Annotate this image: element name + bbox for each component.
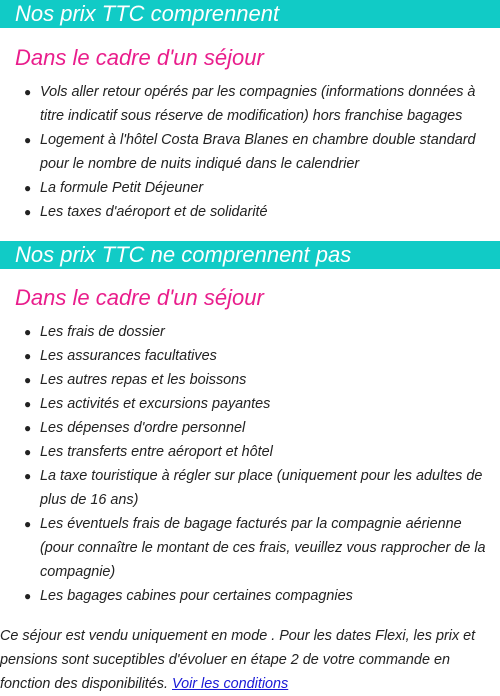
included-subtitle: Dans le cadre d'un séjour <box>15 45 264 70</box>
list-item <box>24 128 500 176</box>
bullet-icon: ● <box>24 421 32 435</box>
bullet-icon: ● <box>24 85 32 99</box>
footnote <box>0 624 500 696</box>
list-item <box>24 392 500 416</box>
list-item-text: Les assurances facultatives <box>40 348 217 364</box>
list-item <box>24 80 500 128</box>
list-item-text: Logement à l'hôtel Costa Brava Blanes en chambre double standard pour le nombre de nuits indiqué dans le calendrier <box>40 132 476 172</box>
list-item-text: Les autres repas et les boissons <box>40 372 247 388</box>
list-item <box>24 584 500 608</box>
list-item-text: Les bagages cabines pour certaines compagnies <box>40 588 353 604</box>
list-item-text: La formule Petit Déjeuner <box>40 180 204 196</box>
list-item <box>24 200 500 224</box>
list-item <box>24 416 500 440</box>
bullet-icon: ● <box>24 517 32 531</box>
included-list <box>0 80 500 224</box>
list-item <box>24 344 500 368</box>
list-item-text: Les taxes d'aéroport et de solidarité <box>40 204 268 220</box>
bullet-icon: ● <box>24 589 32 603</box>
bullet-icon: ● <box>24 325 32 339</box>
list-item <box>24 320 500 344</box>
bullet-icon: ● <box>24 373 32 387</box>
bullet-icon: ● <box>24 133 32 147</box>
list-item-text: Les transferts entre aéroport et hôtel <box>40 444 273 460</box>
list-item <box>24 512 500 584</box>
bullet-icon: ● <box>24 181 32 195</box>
list-item <box>24 464 500 512</box>
bullet-icon: ● <box>24 445 32 459</box>
bullet-icon: ● <box>24 469 32 483</box>
included-section <box>0 0 500 224</box>
included-banner-title: Nos prix TTC comprennent <box>0 0 500 28</box>
list-item <box>24 176 500 200</box>
footnote-text: Ce séjour est vendu uniquement en mode . Pour les dates Flexi, les prix et pensions sont suceptibles d'évoluer en étape 2 de votre commande en fonction des disponibilités. <box>0 628 476 692</box>
list-item-text: Les activités et excursions payantes <box>40 396 271 412</box>
list-item-text: Les dépenses d'ordre personnel <box>40 420 246 436</box>
conditions-link[interactable]: Voir les conditions <box>172 676 289 692</box>
bullet-icon: ● <box>24 205 32 219</box>
excluded-list <box>0 320 500 608</box>
list-item <box>24 368 500 392</box>
excluded-banner-title: Nos prix TTC ne comprennent pas <box>0 241 500 269</box>
list-item <box>24 440 500 464</box>
excluded-subtitle: Dans le cadre d'un séjour <box>15 285 264 310</box>
excluded-section <box>0 241 500 608</box>
list-item-text: La taxe touristique à régler sur place (uniquement pour les adultes de plus de 16 ans) <box>40 468 483 508</box>
bullet-icon: ● <box>24 349 32 363</box>
list-item-text: Les frais de dossier <box>40 324 165 340</box>
list-item-text: Vols aller retour opérés par les compagnies (informations données à titre indicatif sous réserve de modification) hors franchise bagages <box>40 84 476 124</box>
list-item-text: Les éventuels frais de bagage facturés par la compagnie aérienne (pour connaître le montant de ces frais, veuillez vous rapprocher de la compagnie) <box>40 516 486 580</box>
bullet-icon: ● <box>24 397 32 411</box>
